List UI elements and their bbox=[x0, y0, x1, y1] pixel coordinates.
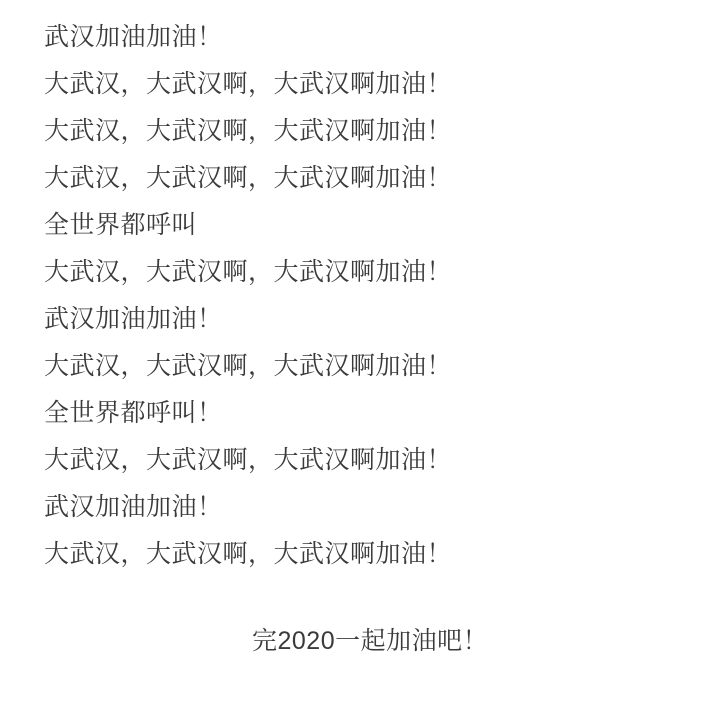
lyric-line: 武汉加油加油！ bbox=[44, 23, 223, 51]
lyric-line: 大武汉，大武汉啊，大武汉啊加油！ bbox=[44, 70, 453, 98]
lyric-line: 全世界都呼叫！ bbox=[44, 399, 223, 427]
closing-line: 完2020一起加油吧！ bbox=[252, 627, 489, 655]
lyric-line: 大武汉，大武汉啊，大武汉啊加油！ bbox=[44, 258, 453, 286]
lyric-line: 武汉加油加油！ bbox=[44, 305, 223, 333]
lyric-line: 大武汉，大武汉啊，大武汉啊加油！ bbox=[44, 164, 453, 192]
lyrics-block bbox=[0, 14, 720, 578]
lyric-line: 全世界都呼叫 bbox=[44, 211, 198, 239]
lyric-line: 大武汉，大武汉啊，大武汉啊加油！ bbox=[44, 352, 453, 380]
lyric-line: 大武汉，大武汉啊，大武汉啊加油！ bbox=[44, 540, 453, 568]
lyric-line: 大武汉，大武汉啊，大武汉啊加油！ bbox=[44, 117, 453, 145]
lyric-line: 武汉加油加油！ bbox=[44, 493, 223, 521]
lyric-line: 大武汉，大武汉啊，大武汉啊加油！ bbox=[44, 446, 453, 474]
